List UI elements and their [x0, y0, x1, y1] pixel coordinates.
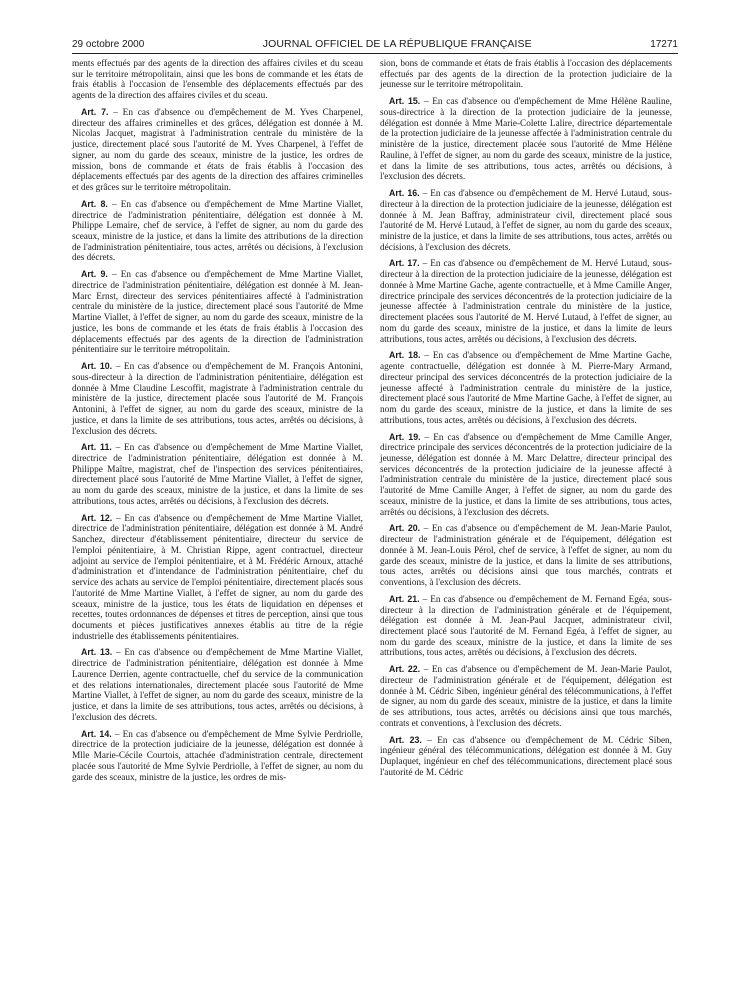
article-paragraph [72, 199, 363, 264]
article-number: Art. 15. [389, 96, 421, 107]
article-paragraph [72, 647, 363, 723]
header-date: 29 octobre 2000 [72, 39, 145, 50]
article-paragraph [380, 735, 672, 779]
article-number: Art. 17. [389, 258, 420, 269]
article-text: – En cas d'absence ou d'empêchement de M. Fernand Egéa, sous-directeur à la direction de l'administration générale et de l'équipement, délégation est donnée à M. Jean-Paul Jacquet, administrateur civil, directement placé sous l'autorité de M. Fernand Egéa, à l'effet de signer, au nom du garde des sceaux, ministre de la justice, et dans la limite de ses attributions, tous actes, arrêtés ou décisions, à l'exclusion des décrets. [380, 594, 672, 659]
article-paragraph [72, 513, 363, 643]
article-paragraph [380, 59, 672, 91]
article-paragraph [72, 442, 363, 507]
article-number: Art. 22. [389, 664, 421, 675]
article-text: – En cas d'absence ou d'empêchement de Mme Sylvie Perdriolle, directrice de la protection judiciaire de la jeunesse, délégation est donnée à Mlle Marie-Cécile Courtois, attachée d'administration centrale, directement placée sous l'autorité de Mme Sylvie Perdriolle, à l'effet de signer, au nom du garde des sceaux, ministre de la justice, les ordres de mis- [72, 729, 363, 783]
article-number: Art. 8. [81, 198, 108, 209]
article-paragraph [380, 350, 672, 426]
article-paragraph [380, 432, 672, 519]
article-number: Art. 10. [81, 361, 113, 372]
article-number: Art. 19. [389, 431, 421, 442]
article-paragraph [380, 258, 672, 345]
article-paragraph [380, 188, 672, 253]
article-text: – En cas d'absence ou d'empêchement de Mme Martine Gache, agente contractuelle, délégation est donnée à M. Pierre-Mary Armand, directeur principal des services déconcentrés de la protection judiciaire de la jeunesse affecté à l'administration centrale du ministère de la justice, directement placé sous l'autorité de Mme Martine Gache, à l'effet de signer, au nom du garde des sceaux, ministre de la justice, et dans la limite de ses attributions, tous actes, arrêtés ou décisions, à l'exclusion des décrets. [380, 351, 672, 426]
article-text: – En cas d'absence ou d'empêchement de M. Jean-Marie Paulot, directeur de l'administration générale et de l'équipement, délégation est donnée à M. Cédric Siben, ingénieur général des télécommunications, à l'effet de signer, au nom du garde des sceaux, ministre de la justice, et dans la limite de ses attributions, tous actes, arrêtés ou décisions ainsi que tous marchés, contrats et conventions, à l'exclusion des décrets. [380, 665, 672, 729]
article-number: Art. 23. [389, 734, 422, 745]
article-number: Art. 7. [81, 106, 109, 117]
article-paragraph [72, 269, 363, 356]
page-header [72, 38, 678, 54]
article-text: – En cas d'absence ou d'empêchement de Mme Hélène Rauline, sous-directrice à la direction de la protection judiciaire de la jeunesse, délégation est donnée à Mme Marie-Colette Lalire, directrice départementale de la protection judiciaire de la jeunesse affectée à l'administration centrale du ministère de la justice, directement placée sous l'autorité de Mme Hélène Rauline, à l'effet de signer, au nom du garde des sceaux, ministre de la justice, et dans la limite de ses attributions, tous actes, arrêtés ou décisions, à l'exclusion des décrets. [380, 97, 672, 183]
journal-title: JOURNAL OFFICIEL DE LA RÉPUBLIQUE FRANÇAISE [262, 38, 532, 50]
right-column [380, 59, 672, 784]
article-number: Art. 21. [389, 593, 420, 604]
article-text: – En cas d'absence ou d'empêchement de Mme Martine Viallet, directrice de l'administration pénitentiaire, délégation est donnée à M. Philippe Maître, magistrat, chef de l'inspection des services pénitentiaires, directement placé sous l'autorité de Mme Martine Viallet, à l'effet de signer, au nom du garde des sceaux, ministre de la justice, et dans la limite de ses attributions, tous actes, arrêtés ou décisions, à l'exclusion des décrets. [72, 443, 363, 507]
article-text: – En cas d'absence ou d'empêchement de M. François Antonini, sous-directeur à la direction de l'administration pénitentiaire, délégation est donnée à Mme Claudine Lescoffit, magistrate à l'administration centrale du ministère de la justice, directement placée sous l'autorité de M. François Antonini, à l'effet de signer, au nom du garde des sceaux, ministre de la justice, et dans la limite de ses attributions, tous actes, arrêtés ou décisions, à l'exclusion des décrets. [72, 362, 363, 437]
page-number: 17271 [650, 39, 678, 50]
left-column [72, 59, 363, 788]
article-number: Art. 16. [389, 188, 420, 199]
article-text: sion, bons de commande et états de frais établis à l'occasion des déplacements effectués par des agents de la direction de la protection judiciaire de la jeunesse sur le territoire métropolitain. [380, 59, 672, 91]
article-paragraph [380, 523, 672, 588]
article-text: – En cas d'absence ou d'empêchement de M. Cédric Siben, ingénieur général des télécommunications, délégation est donnée à M. Guy Duplaquet, ingénieur en chef des télécommunications, directement placé sous l'autorité de M. Cédric [380, 735, 672, 778]
article-paragraph [72, 107, 363, 194]
article-text: – En cas d'absence ou d'empêchement de Mme Camille Anger, directrice principale des services déconcentrés de la protection judiciaire de la jeunesse, délégation est donnée à M. Marc Delattre, directeur principal des services déconcentrés de la protection judiciaire de la jeunesse affecté à l'administration centrale du ministère de la justice, directement placé sous l'autorité de Mme Camille Anger, à l'effet de signer, au nom du garde des sceaux, ministre de la justice, et dans la limite de ses attributions, tous actes, arrêtés ou décisions, à l'exclusion des décrets. [380, 432, 672, 518]
article-paragraph [72, 361, 363, 437]
article-text: – En cas d'absence ou d'empêchement de M. Jean-Marie Paulot, directeur de l'administration générale et de l'équipement, délégation est donnée à M. Jean-Louis Pérol, chef de service, à l'effet de signer, au nom du garde des sceaux, ministre de la justice, et dans la limite de ses attributions, tous actes, arrêtés ou décisions ainsi que tous marchés, contrats et conventions, à l'exclusion des décrets. [380, 524, 672, 589]
article-text: – En cas d'absence ou d'empêchement de Mme Martine Viallet, directrice de l'administration pénitentiaire, délégation est donnée à Mme Laurence Derrien, agente contractuelle, chef du service de la communication et des relations internationales, directement placée sous l'autorité de Mme Martine Viallet, à l'effet de signer, au nom du garde des sceaux, ministre de la justice, et dans la limite de ses attributions, tous actes, arrêtés ou décisions, à l'exclusion des décrets. [72, 648, 363, 723]
article-number: Art. 13. [81, 647, 113, 658]
article-number: Art. 18. [389, 350, 421, 361]
article-number: Art. 11. [81, 442, 112, 453]
article-number: Art. 20. [389, 523, 421, 534]
article-text: – En cas d'absence ou d'empêchement de M. Hervé Lutaud, sous-directeur à la direction de la protection judiciaire de la jeunesse, délégation est donnée à M. Jean Baffray, administrateur civil, directement placé sous l'autorité de M. Hervé Lutaud, à l'effet de signer, au nom du garde des sceaux, ministre de la justice, et dans la limite de ses attributions, tous actes, arrêtés ou décisions, à l'exclusion des décrets. [380, 189, 672, 253]
article-paragraph [72, 729, 363, 784]
article-paragraph [380, 594, 672, 659]
article-text: ments effectués par des agents de la direction des affaires civiles et du sceau sur le territoire métropolitain, ainsi que les bons de commande et les états de frais établis à l'occasion de l'ensemble des déplacements effectués par des agents de la direction des affaires civiles et du sceau. [72, 59, 363, 102]
article-text: – En cas d'absence ou d'empêchement de Mme Martine Viallet, directrice de l'administration pénitentiaire, délégation est donnée à M. André Sanchez, directeur d'établissement pénitentiaire, directeur du service de l'emploi pénitentiaire, à M. Christian Rippe, agent contractuel, directeur adjoint au service de l'emploi pénitentiaire, et à M. Frédéric Arnoux, attaché d'administration et d'intendance de l'administration pénitentiaire, chef du service des achats au service de l'emploi pénitentiaire, directement placés sous l'autorité de Mme Martine Viallet, à l'effet de signer, au nom du garde des sceaux, ministre de la justice, tous les états de liquidation en dépenses et recettes, toutes ordonnances de dépenses et titres de perception, ainsi que tous documents et pièces justificatives annexes établis au titre de la régie industrielle des établissements pénitentiaires. [72, 513, 363, 642]
article-paragraph [380, 664, 672, 729]
article-number: Art. 12. [81, 512, 113, 523]
article-paragraph [380, 96, 672, 183]
article-text: – En cas d'absence ou d'empêchement de Mme Martine Viallet, directrice de l'administration pénitentiaire, délégation est donnée à M. Philippe Lemaire, chef de service, à l'effet de signer, au nom du garde des sceaux, ministre de la justice, et dans la limite des attributions de la direction de l'administration pénitentiaire, tous actes, arrêtés ou décisions, à l'exclusion des décrets. [72, 199, 363, 264]
article-number: Art. 14. [81, 728, 112, 739]
article-text: – En cas d'absence ou d'empêchement de M. Hervé Lutaud, sous-directeur à la direction de la protection judiciaire de la jeunesse, délégation est donnée à Mme Martine Gache, agente contractuelle, et à Mme Camille Anger, directrice principale des services déconcentrés de la protection judiciaire de la jeunesse affectée à l'administration centrale du ministère de la justice, directement placées sous l'autorité de M. Hervé Lutaud, à l'effet de signer, au nom du garde des sceaux, ministre de la justice, et dans la limite de leurs attributions, tous actes, arrêtés ou décisions, à l'exclusion des décrets. [380, 259, 672, 345]
article-text: – En cas d'absence ou d'empêchement de Mme Martine Viallet, directrice de l'administration pénitentiaire, délégation est donnée à M. Jean-Marc Ernst, directeur des services pénitentiaires affecté à l'administration centrale du ministère de la justice, directement placé sous l'autorité de Mme Martine Viallet, à l'effet de signer, au nom du garde des sceaux, ministre de la justice, les bons de commande et les états de frais établis à l'occasion des déplacements effectués par des agents de la direction de l'administration pénitentiaire sur le territoire métropolitain. [72, 270, 363, 356]
article-number: Art. 9. [81, 269, 108, 280]
article-text: – En cas d'absence ou d'empêchement de M. Yves Charpenel, directeur des affaires criminelles et des grâces, délégation est donnée à M. Nicolas Jacquet, magistrat à l'administration centrale du ministère de la justice, directement placé sous l'autorité de M. Yves Charpenel, à l'effet de signer, au nom du garde des sceaux, ministre de la justice, les ordres de mission, bons de commande et états de frais établis à l'occasion des déplacements effectués par des agents de la direction des affaires criminelles et des grâces sur le territoire métropolitain. [72, 107, 364, 194]
article-paragraph [72, 59, 363, 102]
header-rule [72, 53, 678, 54]
